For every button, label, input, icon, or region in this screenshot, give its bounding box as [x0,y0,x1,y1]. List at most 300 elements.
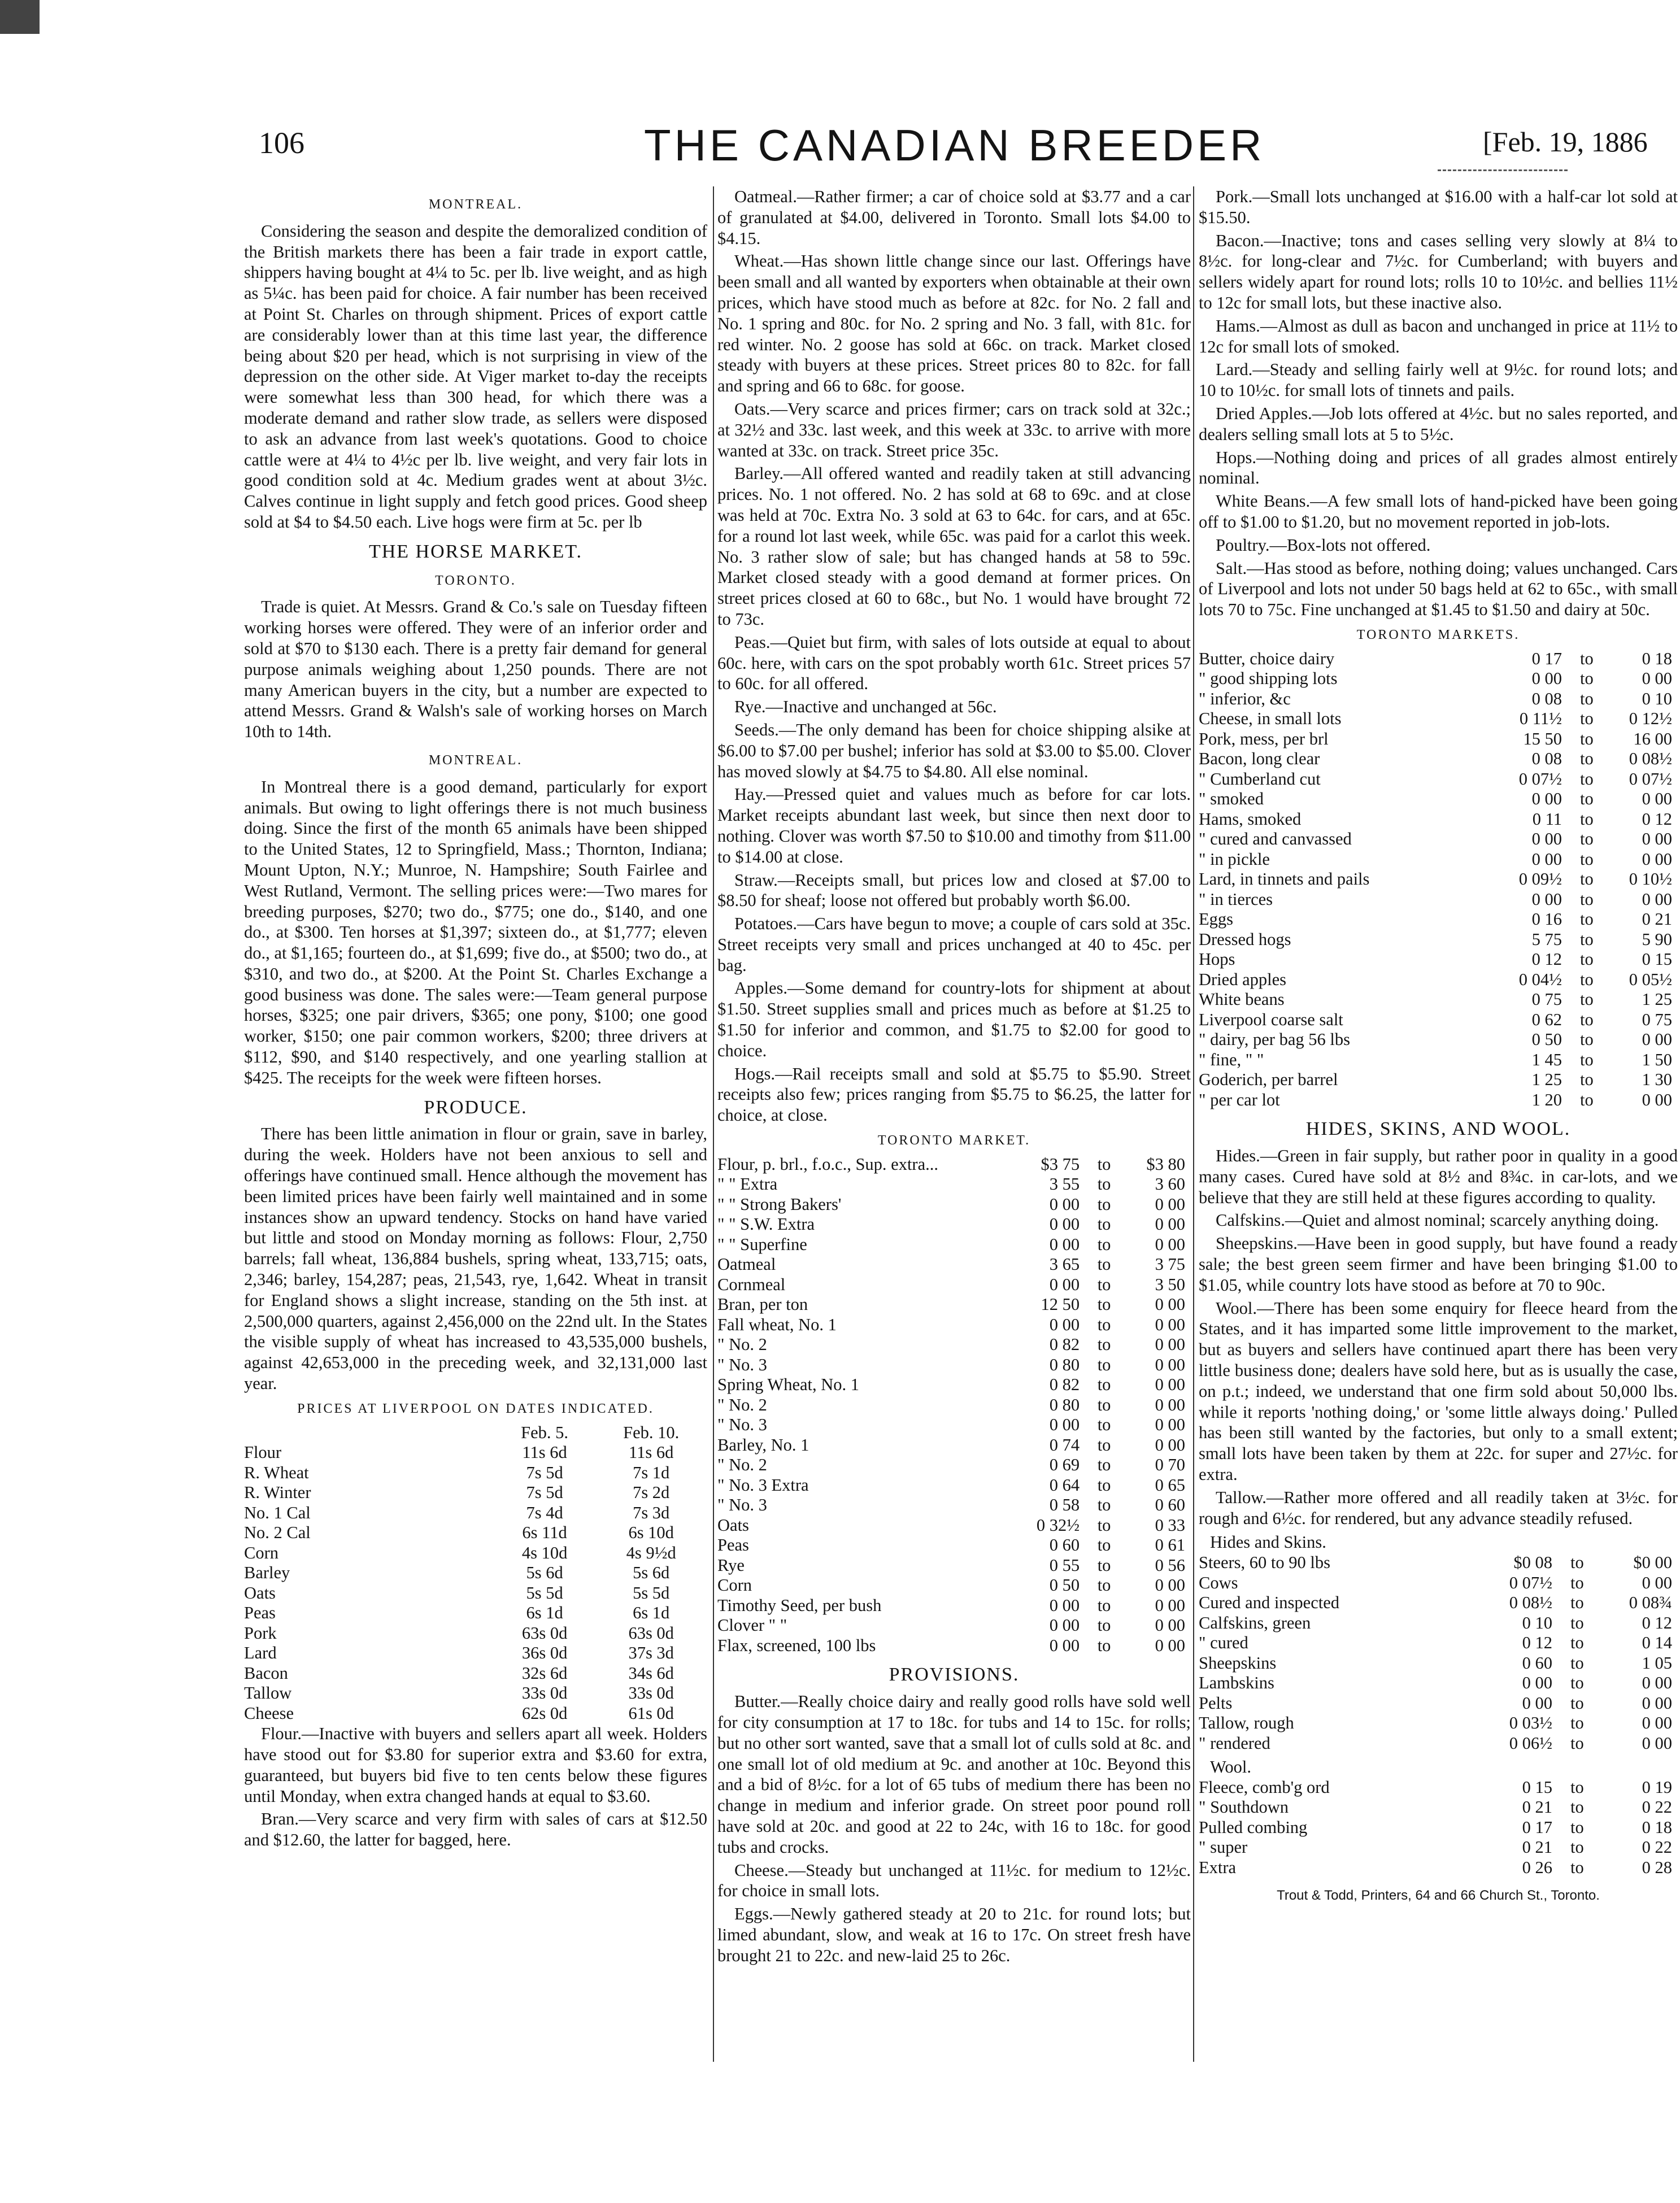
article-paragraph: Hams.—Almost as dull as bacon and unchanged in price at 11½ to 12c for small lots of smoked. [1199,316,1678,356]
to-label: to [1570,1573,1584,1592]
price-row [1199,1838,1678,1858]
item-name: Flax, screened, 100 lbs [717,1635,876,1655]
price-low: 0 06½ [1509,1733,1552,1753]
price-row [717,1455,1191,1475]
to-label: to [1580,648,1594,668]
to-label: to [1580,689,1594,708]
price-row [1199,1573,1678,1594]
article-paragraph: Hogs.—Rail receipts small and sold at $5.75 to $5.90. Street receipts also few; prices ranging from $5.75 to $6.25, the latter for choice, at close. [717,1064,1191,1125]
table-heading: PRICES AT LIVERPOOL ON DATES INDICATED. [297,1401,654,1416]
price-low: 0 80 [1049,1395,1080,1414]
to-label: to [1097,1555,1111,1575]
price-low: 0 17 [1522,1817,1552,1837]
price-row [1199,1050,1678,1070]
article-paragraph: Wheat.—Has shown little change since our last. Offerings have been small and all wanted by exporters when obtainable at their own prices, which have stood much as before at 82c. for No. 2 fall and No. 1 spring and 80c. for No. 2 spring and No. 3 fall, with 81c. for red winter. No. 2 goose has sold at 66c. on track. Market closed steady with buyers at these prices. Street prices 80 to 82c. for fall and spring and 66 to 68c. for goose. [717,251,1191,396]
price-low: 0 04½ [1518,969,1562,989]
price-row [244,1443,707,1463]
price-high: 0 00 [1642,849,1672,869]
price-row [244,1704,707,1724]
article-paragraph: Sheepskins.—Have been in good supply, but have found a ready sale; the best green seem firmer and have been bringing $1.00 to $1.05, while country lots have stood as before at 70 to 90c. [1199,1234,1678,1295]
column-header: Feb. 10. [623,1422,680,1442]
price-row [1199,789,1678,809]
price-row [717,1275,1191,1295]
to-label: to [1097,1415,1111,1435]
price-high: 0 00 [1155,1295,1185,1314]
to-label: to [1580,789,1594,809]
to-label: to [1097,1274,1111,1294]
table-subtitle: Hides and Skins. [1210,1532,1326,1552]
item-name: No. 1 Cal [244,1503,311,1522]
price-high: 7s 3d [633,1503,670,1522]
price-high: 1 30 [1642,1070,1672,1090]
price-low: $0 08 [1513,1553,1552,1573]
to-label: to [1570,1857,1584,1877]
article-paragraph: Oatmeal.—Rather firmer; a car of choice sold at $3.77 and a car of granulated at $4.00, delivered in Toronto. Small lots $4.00 to $4.15. [717,187,1191,248]
item-name: " fine, " " [1199,1050,1264,1069]
to-label: to [1580,1090,1594,1109]
price-low: 36s 0d [521,1643,568,1663]
price-row [1199,1858,1678,1878]
price-low: 0 50 [1049,1575,1080,1595]
to-label: to [1570,1797,1584,1817]
price-row [244,1643,707,1664]
to-label: to [1580,990,1594,1009]
price-high: 0 00 [1155,1435,1185,1455]
liverpool-price-table [244,1423,707,1724]
article-paragraph: There has been little animation in flour or grain, save in barley, during the week. Holders have not been anxious to sell and offerings have continued small. Hence although the movement has been limited prices have been fairly well maintained and in some instances show an upward tendency. Stocks on hand have varied but little and stood on Monday morning as follows: Flour, 2,750 barrels; fall wheat, 136,884 bushels, spring wheat, 133,715; oats, 2,346; barley, 154,287; peas, 21,543, rye, 1,642. Wheat in transit for England shows a slight increase, standing on the 5th inst. at 2,500,000 quarters, against 2,456,000 on the 22nd ult. In the States the visible supply of wheat has increased to 43,535,000 bushels, against 42,653,000 in the preceding week, and 32,131,000 last year. [244,1124,707,1394]
article-paragraph: In Montreal there is a good demand, particularly for export animals. But owing to light offerings there is not much business doing. Since the first of the month 65 animals have been shipped to the United States, 12 to Springfield, Mass.; Thornton, Indiana; Mount Upton, N.Y.; Munroe, N. Hampshire; South Fairlee and West Rutland, Vermont. The selling prices were:—Two mares for breeding purposes, $270; two do., $775; one do., $140, and one do., at $300. Ten horses at $1,397; sixteen do., at $1,777; eleven do., at $1,165; fourteen do., at $1,699; five do., at $500; two do., at $310, and two do., at $200. At the Point St. Charles Exchange a good business was done. The sales were:—Team general purpose horses, $325; one pair drivers, $365; one pony, $100; one good worker, $150; one pair common workers, $200; three drivers at $112, $90, and $140 respectively, and one yearling stallion at $425. The receipts for the week were fifteen horses. [244,777,707,1087]
item-name: Cheese, in small lots [1199,709,1342,729]
price-low: 0 00 [1049,1415,1080,1435]
to-label: to [1097,1314,1111,1334]
price-row [717,1315,1191,1335]
to-label: to [1097,1515,1111,1535]
price-low: 0 09½ [1518,869,1562,889]
item-name: " " S.W. Extra [717,1214,815,1234]
article-paragraph: Salt.—Has stood as before, nothing doing; values unchanged. Cars of Liverpool and lots not under 50 bags held at 62 to 65c., with small lots 70 to 75c. Fine unchanged at $1.45 to $1.50 and dairy at 50c. [1199,558,1678,620]
item-name: Pulled combing [1199,1817,1308,1837]
price-low: 0 82 [1049,1375,1080,1395]
price-row [1199,1797,1678,1818]
to-label: to [1097,1355,1111,1374]
price-high: 0 00 [1155,1335,1185,1355]
price-high: 0 10 [1642,689,1672,708]
article-paragraph: Rye.—Inactive and unchanged at 56c. [734,697,997,717]
price-low: 0 11½ [1519,709,1562,729]
price-low: 0 12 [1531,950,1562,969]
price-high: 6s 10d [628,1523,674,1543]
item-name: Oats [717,1515,749,1535]
price-low: 12 50 [1041,1295,1080,1314]
price-row [717,1214,1191,1235]
to-label: to [1580,1009,1594,1029]
item-name: " rendered [1199,1733,1270,1753]
to-label: to [1570,1673,1584,1693]
price-high: 7s 1d [633,1462,670,1482]
price-high: 0 00 [1155,1415,1185,1435]
item-name: Extra [1199,1857,1237,1877]
item-name: " No. 2 [717,1335,767,1355]
toronto-markets-table [1199,649,1678,1111]
item-name: R. Winter [244,1483,311,1503]
article-paragraph: Straw.—Receipts small, but prices low and closed at $7.00 to $8.50 for sheaf; loose not offered but probably worth $6.00. [717,870,1191,911]
to-label: to [1580,749,1594,769]
price-row [1199,769,1678,790]
price-low: 0 00 [1522,1673,1552,1693]
item-name: Fleece, comb'g ord [1199,1777,1330,1797]
price-row [717,1395,1191,1416]
price-high: 0 08¾ [1629,1593,1672,1613]
price-low: 6s 11d [522,1523,567,1543]
price-low: 0 64 [1049,1475,1080,1495]
price-high: 1 50 [1642,1050,1672,1069]
header-rule [1438,169,1568,171]
to-label: to [1580,1030,1594,1050]
article-paragraph: Lard.—Steady and selling fairly well at 9½c. for round lots; and 10 to 10½c. for small lots of tinnets and pails. [1199,360,1678,400]
to-label: to [1580,729,1594,748]
item-name: Goderich, per barrel [1199,1070,1338,1090]
to-label: to [1097,1154,1111,1174]
item-name: Peas [244,1603,276,1623]
scan-edge-mark [0,0,40,34]
price-low: 5 75 [1531,929,1562,949]
price-high: 0 00 [1642,1090,1672,1109]
price-low: 0 12 [1522,1633,1552,1653]
price-low: 0 03½ [1509,1713,1552,1733]
price-row [1199,850,1678,870]
price-high: 63s 0d [628,1623,674,1643]
price-high: 0 15 [1642,950,1672,969]
item-name: " " Extra [717,1174,778,1194]
article-paragraph: Dried Apples.—Job lots offered at 4½c. but no sales reported, and dealers selling small lots at 5 to 5½c. [1199,403,1678,444]
price-low: 0 62 [1531,1009,1562,1029]
to-label: to [1580,869,1594,889]
price-high: 5s 5d [633,1583,670,1603]
price-row [1199,1010,1678,1030]
page-header [249,120,1661,188]
price-row [717,1155,1191,1175]
price-row [717,1475,1191,1496]
to-label: to [1580,769,1594,789]
item-name: " super [1199,1838,1248,1857]
price-low: 0 00 [1531,889,1562,909]
price-low: 3 55 [1049,1174,1080,1194]
price-row [1199,1070,1678,1090]
item-name: Corn [244,1543,278,1562]
item-name: Peas [717,1535,749,1555]
price-high: 0 00 [1155,1616,1185,1635]
price-row [1199,1734,1678,1754]
article-paragraph: Bran.—Very scarce and very firm with sales of cars at $12.50 and $12.60, the latter for bagged, here. [244,1809,707,1850]
price-low: 1 25 [1531,1070,1562,1090]
item-name: Bacon [244,1663,288,1683]
price-row [717,1575,1191,1596]
price-high: 0 22 [1642,1838,1672,1857]
price-low: 0 58 [1049,1495,1080,1515]
to-label: to [1570,1633,1584,1653]
price-low: 0 00 [1049,1214,1080,1234]
price-row [717,1435,1191,1456]
price-high: 0 10½ [1629,869,1672,889]
price-low: 0 00 [1049,1595,1080,1615]
price-high: 0 00 [1642,669,1672,689]
article-paragraph: Tallow.—Rather more offered and all readily taken at 3½c. for rough and 6½c. for rendered, but any advance steadily refused. [1199,1487,1678,1528]
price-low: 0 08 [1531,689,1562,708]
price-row [717,1255,1191,1275]
to-label: to [1097,1375,1111,1395]
price-high: 0 18 [1642,648,1672,668]
price-row [1199,809,1678,830]
price-low: 0 69 [1049,1455,1080,1475]
item-name: Rye [717,1555,745,1575]
article-paragraph: Oats.—Very scarce and prices firmer; cars on track sold at 32c.; at 32½ and 33c. last week, and this week at 33c. to arrive with more wanted at 33c. on track. Street price 35c. [717,399,1191,460]
price-low: 5s 5d [526,1583,563,1603]
price-row [1199,1613,1678,1634]
price-row [1199,709,1678,729]
price-high: 4s 9½d [626,1543,676,1562]
item-name: " No. 3 [717,1495,767,1515]
price-high: 0 07½ [1629,769,1672,789]
to-label: to [1570,1838,1584,1857]
price-high: 0 12 [1642,1613,1672,1632]
to-label: to [1580,809,1594,829]
table-heading: TORONTO MARKETS. [1356,627,1520,642]
to-label: to [1097,1595,1111,1615]
article-paragraph: Eggs.—Newly gathered steady at 20 to 21c. for round lots; but limed abundant, slow, and weak at 16 to 17c. On street fresh have brought 21 to 22c. and new-laid 25 to 26c. [717,1904,1191,1965]
printer-imprint: Trout & Todd, Printers, 64 and 66 Church St., Toronto. [1277,1888,1600,1904]
to-label: to [1097,1575,1111,1595]
item-name: Oatmeal [717,1255,776,1274]
price-high: 33s 0d [628,1683,674,1703]
price-high: 3 50 [1155,1274,1185,1294]
price-row [717,1375,1191,1395]
price-high: 0 00 [1642,1733,1672,1753]
price-row [1199,1673,1678,1693]
item-name: Corn [717,1575,752,1595]
item-name: " cured and canvassed [1199,829,1352,849]
item-name: Cheese [244,1703,294,1723]
price-high: 0 33 [1155,1515,1185,1535]
item-name: Oats [244,1583,276,1603]
price-low: 32s 6d [521,1663,568,1683]
price-low: 0 00 [1531,849,1562,869]
price-low: 3 65 [1049,1255,1080,1274]
price-high: 0 60 [1155,1495,1185,1515]
item-name: Clover " " [717,1616,787,1635]
issue-date: [Feb. 19, 1886 [1483,126,1648,158]
item-name: " Cumberland cut [1199,769,1321,789]
price-low: 0 11 [1532,809,1562,829]
price-low: 1 45 [1531,1050,1562,1069]
price-row [717,1596,1191,1616]
price-row [717,1174,1191,1195]
to-label: to [1097,1395,1111,1414]
price-high: 0 22 [1642,1797,1672,1817]
price-row [244,1463,707,1483]
to-label: to [1097,1335,1111,1355]
to-label: to [1097,1616,1111,1635]
to-label: to [1580,709,1594,729]
article-paragraph: Seeds.—The only demand has been for choice shipping alsike at $6.00 to $7.00 per bushel; inferior has sold at $3.00 to $5.00. Clover has moved slowly at $4.75 to $4.80. All else nominal. [717,720,1191,781]
price-low: 0 00 [1049,1194,1080,1214]
item-name: Calfskins, green [1199,1613,1311,1632]
item-name: " " Strong Bakers' [717,1194,842,1214]
to-label: to [1097,1495,1111,1515]
price-high: 0 56 [1155,1555,1185,1575]
item-name: " per car lot [1199,1090,1280,1109]
price-row [244,1523,707,1543]
price-low: 0 07½ [1518,769,1562,789]
price-low: 0 00 [1049,1234,1080,1254]
price-row [1199,1818,1678,1838]
price-low: 0 74 [1049,1435,1080,1455]
price-high: 0 05½ [1629,969,1672,989]
price-high: 0 14 [1642,1633,1672,1653]
item-name: Spring Wheat, No. 1 [717,1375,860,1395]
price-high: 0 00 [1642,1673,1672,1693]
section-subheading: MONTREAL. [428,752,523,768]
price-high: 0 00 [1155,1635,1185,1655]
price-row [1199,1633,1678,1653]
article-paragraph: Hay.—Pressed quiet and values much as before for car lots. Market receipts abundant last week, but since then next door to nothing. Clover was worth $7.50 to $10.00 and timothy from $11.00 to $14.00 at close. [717,785,1191,867]
price-low: 0 32½ [1036,1515,1080,1535]
item-name: No. 2 Cal [244,1523,311,1543]
to-label: to [1580,929,1594,949]
to-label: to [1580,889,1594,909]
price-high: $3 80 [1146,1154,1185,1174]
price-high: 5 90 [1642,929,1672,949]
to-label: to [1570,1593,1584,1613]
price-row [1199,1090,1678,1111]
price-row [244,1664,707,1684]
column-rule [1193,186,1194,2062]
price-high: 0 00 [1155,1595,1185,1615]
price-low: 0 00 [1049,1274,1080,1294]
item-name: R. Wheat [244,1462,309,1482]
article-paragraph: Cheese.—Steady but unchanged at 11½c. for medium to 12½c. for choice in small lots. [717,1860,1191,1901]
price-high: 0 00 [1155,1355,1185,1374]
item-name: Fall wheat, No. 1 [717,1314,837,1334]
to-label: to [1580,829,1594,849]
item-name: Timothy Seed, per bush [717,1595,882,1615]
price-low: 0 00 [1531,829,1562,849]
hides-skins-table [1199,1553,1678,1753]
article-paragraph: Considering the season and despite the demoralized condition of the British markets there has been a fair trade in export cattle, shippers having bought at 4¼ to 5c. per lb. live weight, and as high as 5¼c. has been paid for choice. A fair number has been received at Point St. Charles on through shipment. Prices of export cattle are considerably lower than at this time last year, the difference being about $20 per head, which is not surprising in view of the depression on the other side. At Viger market to-day the receipts were somewhat less than 300 head, for which there was a moderate demand and rather slow trade, as sellers were disposed to ask an advance from last week's quotations. Good to choice cattle were at 4¼ to 4½c per lb. live weight, and very fair lots in good condition sold at 4c. Medium grades went at about 3½c. Calves continue in light supply and fetch good prices. Good sheep sold at $4 to $4.50 each. Live hogs were firm at 5c. per lb [244,221,707,532]
price-low: $3 75 [1041,1154,1080,1174]
item-name: " inferior, &c [1199,689,1291,708]
price-row [1199,950,1678,970]
price-high: 1 05 [1642,1653,1672,1673]
item-name: " good shipping lots [1199,669,1338,689]
to-label: to [1580,849,1594,869]
price-high: 0 18 [1642,1817,1672,1837]
item-name: " cured [1199,1633,1248,1653]
article-paragraph: White Beans.—A few small lots of hand-picked have been going off to $1.00 to $1.20, but no movement reported in job-lots. [1199,491,1678,532]
article-paragraph: Wool.—There has been some enquiry for fleece heard from the States, and it has imparted some little improvement to the market, but as buyers and sellers have continued apart there has been very little business done; dealers have sold here, but as is usually the case, on p.t.; indeed, we understand that one firm sold about 50,000 lbs. while it reports 'nothing doing,' or 'some little always doing.' Pulled has been still wanted by the factories, but only to a small extent; small lots have been taken by them at 22c. for super and 27½c. for extra. [1199,1298,1678,1484]
price-high: 0 08½ [1629,749,1672,769]
to-label: to [1570,1613,1584,1632]
price-row [717,1616,1191,1636]
table-heading: TORONTO MARKET. [877,1133,1031,1148]
price-row [1199,689,1678,709]
price-low: 1 20 [1531,1090,1562,1109]
to-label: to [1580,1070,1594,1090]
article-paragraph: Flour.—Inactive with buyers and sellers apart all week. Holders have stood out for $3.80 for superior extra and $3.60 for extra, guaranteed, but buyers bid five to ten cents below these figures until Monday, when extra changed hands at equal to $3.60. [244,1724,707,1806]
price-high: 1 25 [1642,990,1672,1009]
price-high: 37s 3d [628,1643,674,1663]
price-row [1199,1713,1678,1734]
item-name: Lambskins [1199,1673,1274,1693]
price-row [244,1563,707,1583]
section-subheading: MONTREAL. [428,197,523,212]
price-row [1199,990,1678,1010]
price-low: 6s 1d [526,1603,563,1623]
item-name: Dressed hogs [1199,929,1291,949]
price-row [1199,1778,1678,1798]
price-low: 62s 0d [521,1703,568,1723]
article-paragraph: Trade is quiet. At Messrs. Grand & Co.'s sale on Tuesday fifteen working horses were offered. They were of an inferior order and sold at $70 to $130 each. There is a pretty fair demand for general purpose animals weighing about 1,250 pounds. There are not many American buyers in the city, but a number are expected to attend Messrs. Grand & Walsh's sale of working horses on March 10th to 14th. [244,597,707,742]
to-label: to [1097,1435,1111,1455]
table-header-row [244,1423,707,1443]
to-label: to [1097,1475,1111,1495]
to-label: to [1097,1214,1111,1234]
article-paragraph: Hops.—Nothing doing and prices of all grades almost entirely nominal. [1199,447,1678,488]
price-high: 61s 0d [628,1703,674,1723]
price-low: 4s 10d [521,1543,568,1562]
column-rule [713,186,714,2062]
price-low: 5s 6d [526,1563,563,1583]
price-high: 0 00 [1155,1234,1185,1254]
item-name: Pork, mess, per brl [1199,729,1329,748]
price-low: 0 08 [1531,749,1562,769]
price-low: 0 16 [1531,909,1562,929]
to-label: to [1570,1777,1584,1797]
price-low: 0 10 [1522,1613,1552,1632]
price-low: 0 75 [1531,990,1562,1009]
column-2 [717,186,1191,1969]
price-high: 0 00 [1642,789,1672,809]
item-name: Steers, 60 to 90 lbs [1199,1553,1330,1573]
price-row [1199,1030,1678,1050]
price-row [244,1623,707,1644]
price-row [244,1683,707,1704]
price-row [1199,749,1678,769]
price-low: 7s 5d [526,1483,563,1503]
price-high: 6s 1d [633,1603,670,1623]
price-high: 0 12½ [1629,709,1672,729]
price-low: 0 15 [1522,1777,1552,1797]
price-low: 33s 0d [521,1683,568,1703]
price-row [1199,869,1678,890]
item-name: Cows [1199,1573,1238,1592]
item-name: " No. 2 [717,1395,767,1414]
article-paragraph: Bacon.—Inactive; tons and cases selling very slowly at 8¼ to 8½c. for long-clear and 7½c. for Cumberland; with buyers and sellers widely apart for round lots; rolls 10 to 10½c. and bellies 11½ to 12c for small lots, but these inactive also. [1199,230,1678,312]
to-label: to [1580,909,1594,929]
price-high: 0 00 [1642,1713,1672,1733]
price-row [244,1603,707,1623]
price-low: 0 00 [1522,1693,1552,1713]
price-high: 0 00 [1155,1395,1185,1414]
price-row [1199,829,1678,850]
page-number: 106 [259,126,304,160]
to-label: to [1580,969,1594,989]
price-high: 34s 6d [628,1663,674,1683]
item-name: Liverpool coarse salt [1199,1009,1343,1029]
price-low: 0 17 [1531,648,1562,668]
price-high: 0 65 [1155,1475,1185,1495]
item-name: Barley, No. 1 [717,1435,809,1455]
price-low: 0 00 [1049,1635,1080,1655]
